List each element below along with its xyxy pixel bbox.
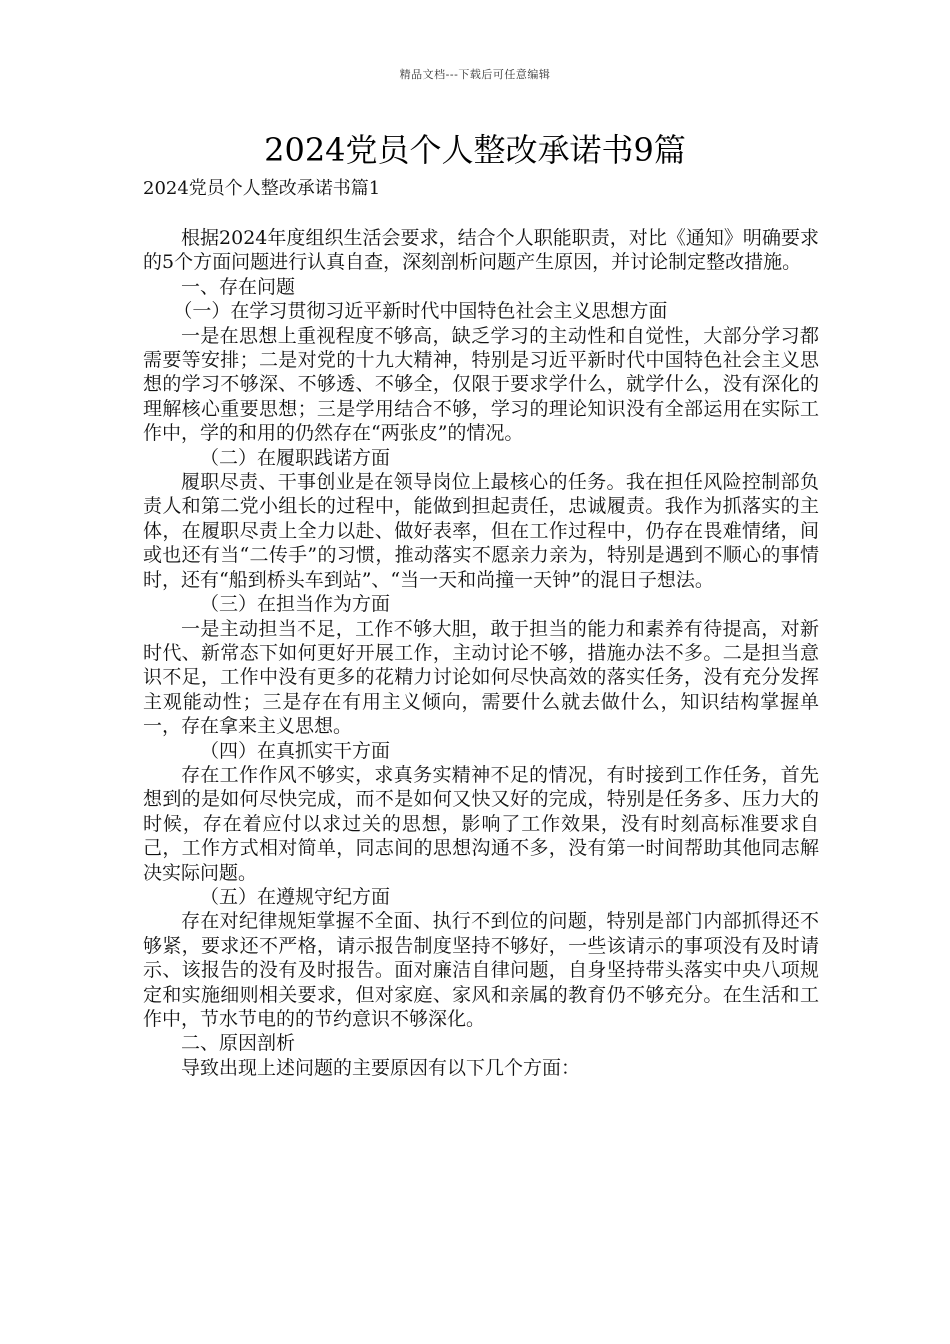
subsection-heading: （一）在学习贯彻习近平新时代中国特色社会主义思想方面 [173,300,668,323]
subsection-heading: （五）在遵规守纪方面 [200,885,391,908]
document-title: 2024党员个人整改承诺书9篇 [264,131,686,169]
subsection-heading: （二）在履职践诺方面 [200,446,391,469]
body-paragraph: 存在工作作风不够实，求真务实精神不足的情况，有时接到工作任务，首先想到的是如何尽快完成，而不是如何又快又好的完成，特别是任务多、压力大的时候，存在着应付以求过关的思想，影响了工作效果，没有时刻高标准要求自己，工作方式相对简单，同志间的思想沟通不多，没有第一时间帮助其他同志解决实际问题。 [143,763,819,884]
section-heading: 一、存在问题 [181,275,296,298]
body-paragraph: 履职尽责、干事创业是在领导岗位上最核心的任务。我在担任风险控制部负责人和第二党小组长的过程中，能做到担起责任，忠诚履责。我作为抓落实的主体，在履职尽责上全力以赴、做好表率，但在工作过程中，仍存在畏难情绪，间或也还有当“二传手”的习惯，推动落实不愿亲力亲为，特别是遇到不顺心的事情时，还有“船到桥头车到站”、“当一天和尚撞一天钟”的混日子想法。 [143,471,819,591]
body-paragraph: 一是主动担当不足，工作不够大胆，敢于担当的能力和素养有待提高，对新时代、新常态下如何更好开展工作，主动讨论不够，措施办法不多。二是担当意识不足，工作中没有更多的花精力讨论如何尽快高效的落实任务，没有充分发挥主观能动性；三是存在有用主义倾向，需要什么就去做什么，知识结构掌握单一，存在拿来主义思想。 [143,617,819,738]
section-subtitle: 2024党员个人整改承诺书篇1 [143,178,381,199]
document-body [143,226,819,1080]
body-paragraph: 一是在思想上重视程度不够高，缺乏学习的主动性和自觉性，大部分学习都需要等安排；二是对党的十九大精神，特别是习近平新时代中国特色社会主义思想的学习不够深、不够透、不够全，仅限于要求学什么，就学什么，没有深化的理解核心重要思想；三是学用结合不够，学习的理论知识没有全部运用在实际工作中，学的和用的仍然存在“两张皮”的情况。 [143,324,819,445]
subsection-heading: （四）在真抓实干方面 [200,739,391,762]
section-heading: 二、原因剖析 [181,1032,296,1055]
subsection-heading: （三）在担当作为方面 [200,593,391,616]
intro-paragraph: 根据2024年度组织生活会要求，结合个人职能职责，对比《通知》明确要求的5个方面问题进行认真自查，深刻剖析问题产生原因，并讨论制定整改措施。 [143,227,819,274]
body-paragraph: 存在对纪律规矩掌握不全面、执行不到位的问题，特别是部门内部抓得还不够紧，要求还不严格，请示报告制度坚持不够好，一些该请示的事项没有及时请示、该报告的没有及时报告。面对廉洁自律问题，自身坚持带头落实中央八项规定和实施细则相关要求，但对家庭、家风和亲属的教育仍不够充分。在生活和工作中，节水节电的的节约意识不够深化。 [143,910,819,1030]
header-note: 精品文档---下载后可任意编辑 [399,68,551,81]
body-paragraph: 导致出现上述问题的主要原因有以下几个方面： [181,1056,581,1079]
